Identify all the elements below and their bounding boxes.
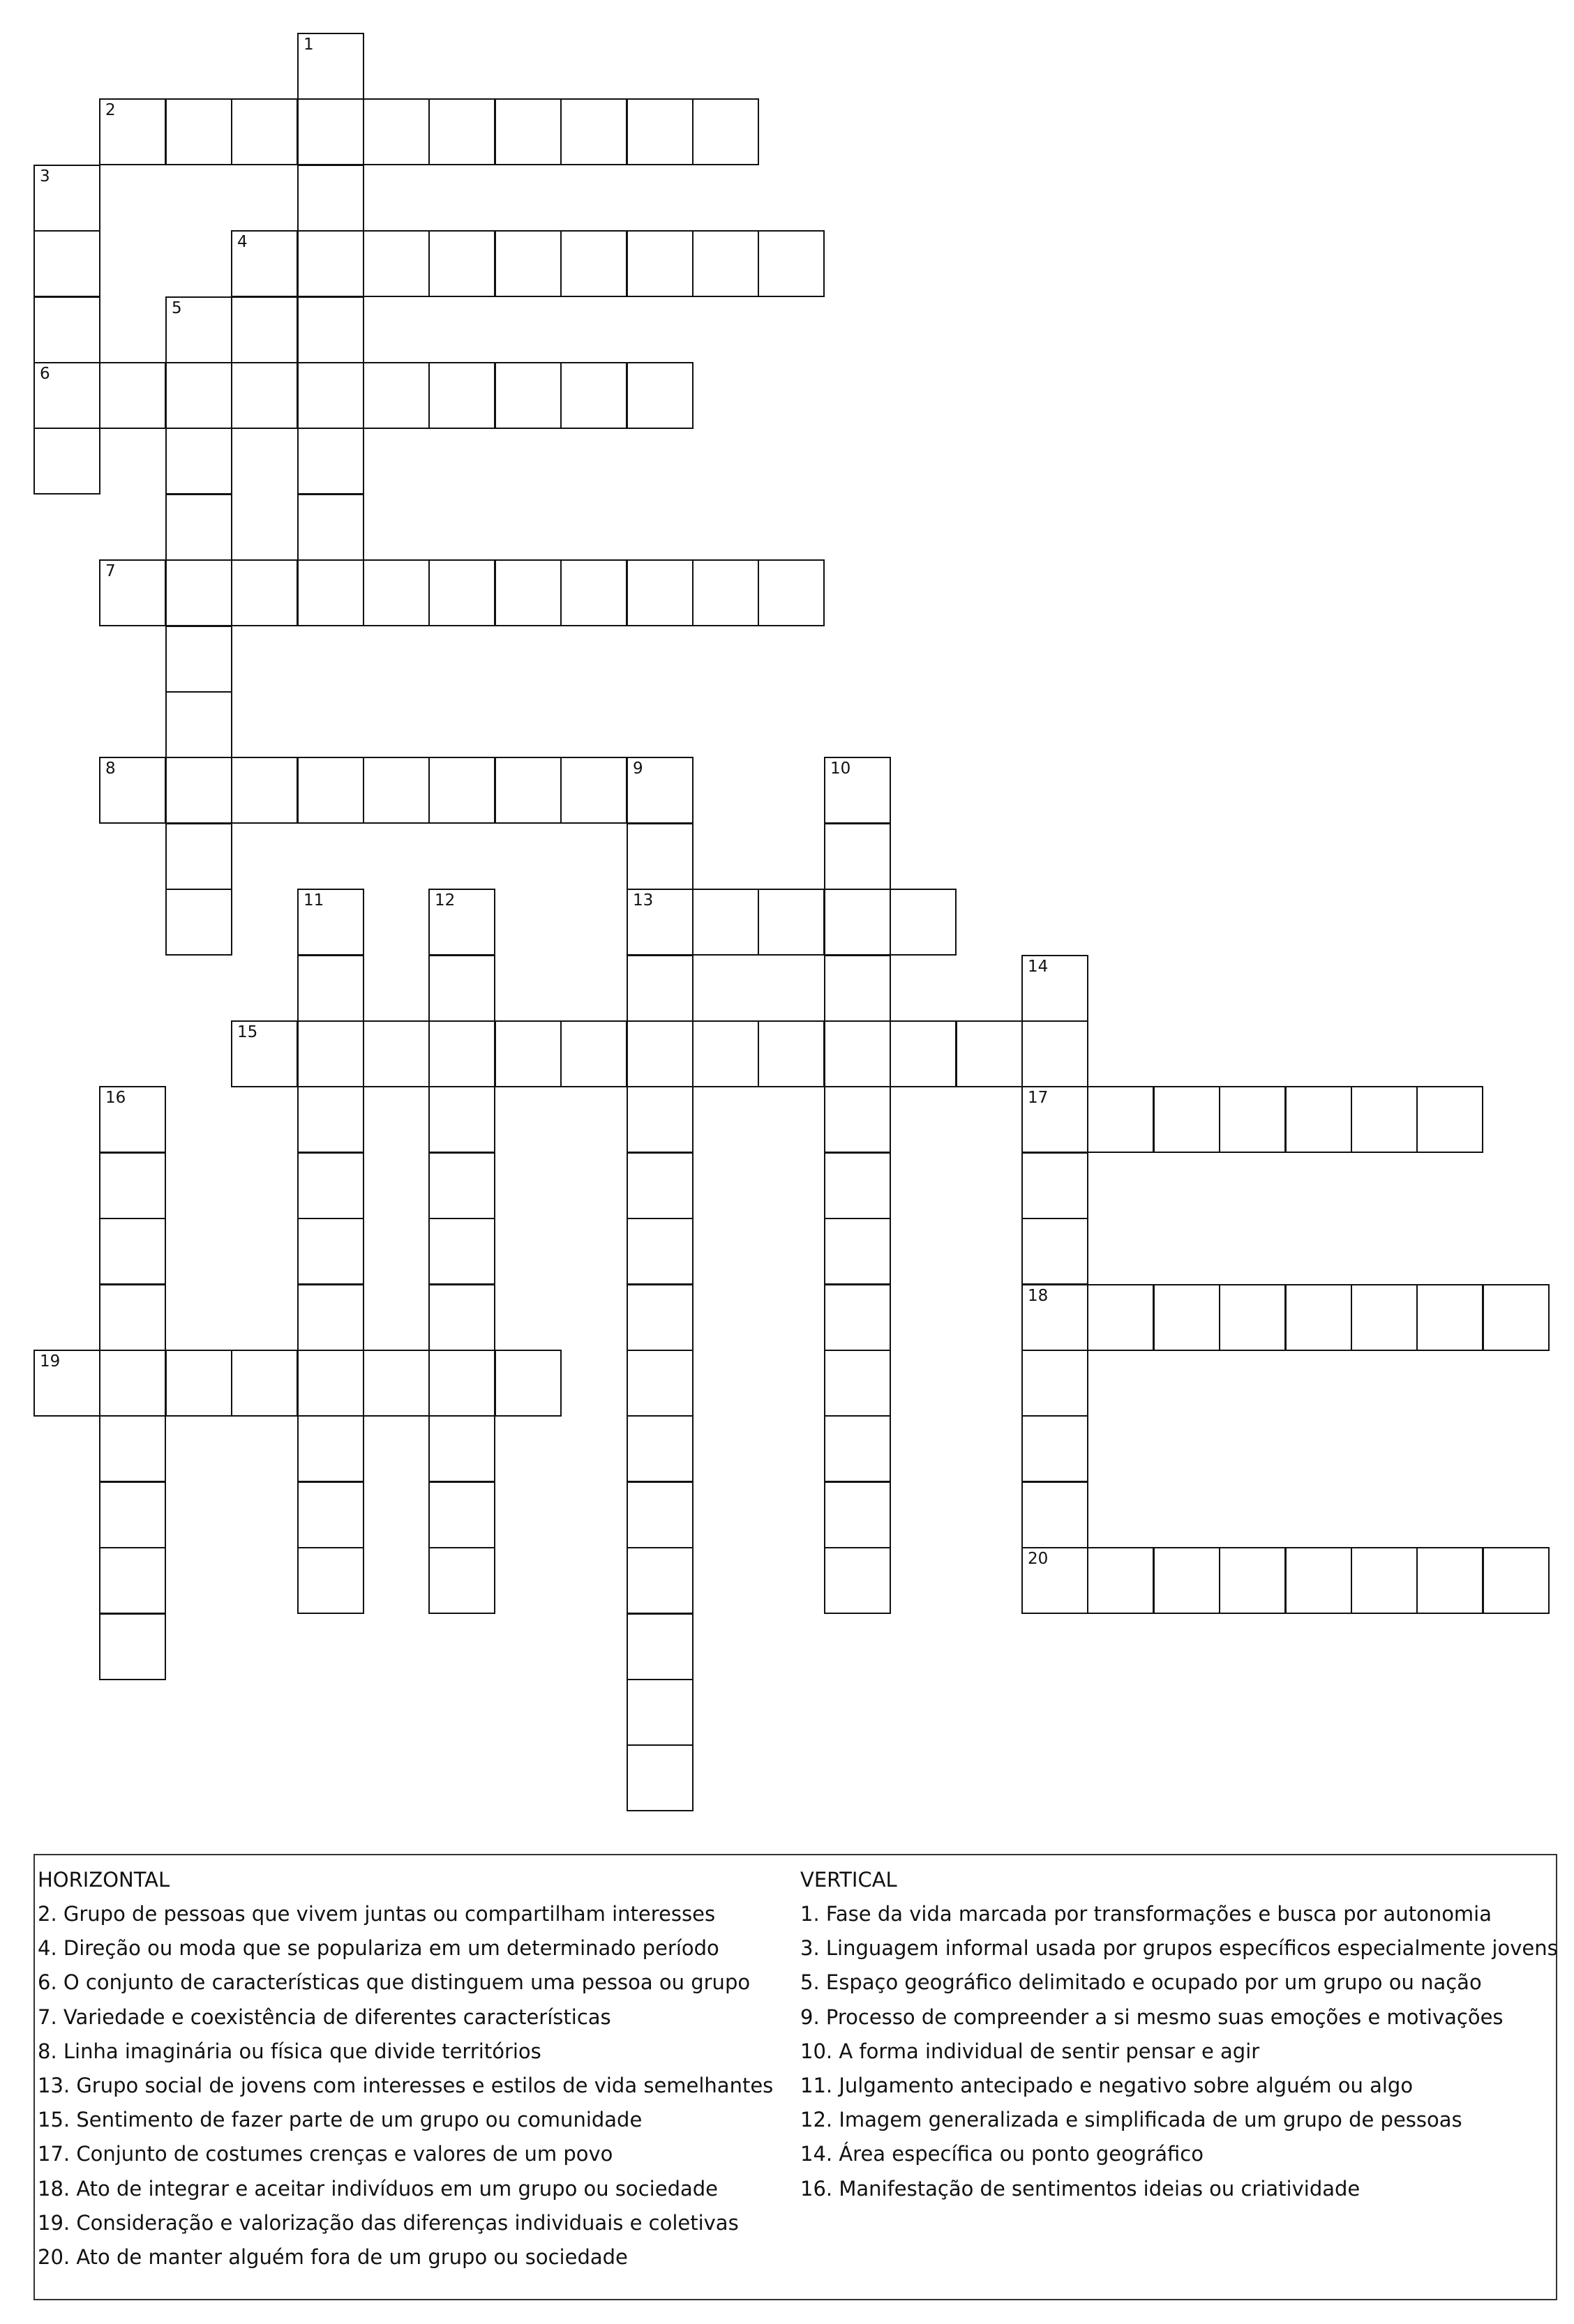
- grid-cell[interactable]: [165, 626, 232, 693]
- grid-cell[interactable]: [1021, 1481, 1088, 1548]
- grid-cell[interactable]: [1416, 1547, 1483, 1614]
- horizontal-clue-list: [38, 1897, 773, 2274]
- grid-cell[interactable]: [1021, 1020, 1088, 1087]
- grid-cell[interactable]: [428, 1350, 495, 1417]
- clue-number: 19: [40, 1352, 61, 1371]
- grid-cell[interactable]: [99, 757, 166, 824]
- vertical-clue: 12. Imagem generalizada e simplificada de um grupo de pessoas: [800, 2108, 1462, 2132]
- grid-cell[interactable]: [824, 1350, 891, 1417]
- grid-cell[interactable]: [297, 955, 364, 1022]
- vertical-clue: 1. Fase da vida marcada por transformações e busca por autonomia: [800, 1902, 1492, 1926]
- grid-cell[interactable]: [1153, 1086, 1220, 1153]
- grid-cell[interactable]: [231, 362, 298, 429]
- grid-cell[interactable]: [824, 757, 891, 824]
- grid-cell[interactable]: [99, 1086, 166, 1153]
- grid-cell[interactable]: [758, 1020, 825, 1087]
- grid-cell[interactable]: [627, 1744, 694, 1811]
- grid-cell[interactable]: [627, 1086, 694, 1153]
- horizontal-clue: 8. Linha imaginária ou física que divide territórios: [38, 2039, 541, 2063]
- grid-cell[interactable]: [1285, 1086, 1352, 1153]
- grid-cell[interactable]: [231, 559, 298, 626]
- horizontal-clue: 6. O conjunto de características que distinguem uma pessoa ou grupo: [38, 1970, 751, 1995]
- horizontal-clue: 19. Consideração e valorização das diferenças individuais e coletivas: [38, 2210, 739, 2235]
- grid-cell[interactable]: [165, 823, 232, 890]
- grid-cell[interactable]: [231, 98, 298, 165]
- grid-cell[interactable]: [627, 1613, 694, 1680]
- grid-cell[interactable]: [1285, 1284, 1352, 1351]
- grid-cell[interactable]: [297, 559, 364, 626]
- grid-cell[interactable]: [890, 1020, 957, 1087]
- grid-cell[interactable]: [627, 955, 694, 1022]
- grid-cell[interactable]: [99, 1547, 166, 1614]
- grid-cell[interactable]: [560, 559, 627, 626]
- horizontal-clue: 20. Ato de manter alguém fora de um grupo ou sociedade: [38, 2244, 628, 2269]
- grid-cell[interactable]: [297, 1086, 364, 1153]
- grid-cell[interactable]: [165, 428, 232, 495]
- clues-box: [33, 1854, 1557, 2300]
- grid-cell[interactable]: [297, 33, 364, 100]
- grid-cell[interactable]: [1021, 1350, 1088, 1417]
- clue-number: 13: [633, 891, 654, 910]
- grid-cell[interactable]: [165, 494, 232, 561]
- grid-cell[interactable]: [231, 1350, 298, 1417]
- grid-cell[interactable]: [297, 1350, 364, 1417]
- grid-cell[interactable]: [560, 230, 627, 297]
- grid-cell[interactable]: [428, 889, 495, 956]
- grid-cell[interactable]: [1153, 1547, 1220, 1614]
- grid-cell[interactable]: [824, 1284, 891, 1351]
- grid-cell[interactable]: [428, 1020, 495, 1087]
- grid-cell[interactable]: [297, 428, 364, 495]
- grid-cell[interactable]: [560, 757, 627, 824]
- grid-cell[interactable]: [627, 230, 694, 297]
- grid-cell[interactable]: [560, 98, 627, 165]
- horizontal-clue: 4. Direção ou moda que se populariza em um determinado período: [38, 1936, 719, 1961]
- clue-number: 2: [105, 101, 116, 119]
- grid-cell[interactable]: [297, 757, 364, 824]
- grid-cell[interactable]: [627, 1415, 694, 1482]
- grid-cell[interactable]: [297, 494, 364, 561]
- horizontal-clue: 18. Ato de integrar e aceitar indivíduos em um grupo ou sociedade: [38, 2176, 718, 2201]
- grid-cell[interactable]: [428, 1481, 495, 1548]
- grid-cell[interactable]: [428, 1152, 495, 1219]
- grid-cell[interactable]: [824, 1481, 891, 1548]
- grid-cell[interactable]: [627, 823, 694, 890]
- grid-cell[interactable]: [165, 757, 232, 824]
- grid-cell[interactable]: [627, 1218, 694, 1285]
- grid-cell[interactable]: [165, 889, 232, 956]
- grid-cell[interactable]: [1219, 1086, 1286, 1153]
- clue-number: 9: [633, 760, 643, 778]
- grid-cell[interactable]: [99, 1415, 166, 1482]
- grid-cell[interactable]: [495, 98, 562, 165]
- grid-cell[interactable]: [99, 98, 166, 165]
- clue-number: 16: [105, 1089, 126, 1107]
- vertical-heading: VERTICAL: [800, 1868, 897, 1892]
- grid-cell[interactable]: [1351, 1086, 1418, 1153]
- grid-cell[interactable]: [956, 1020, 1023, 1087]
- grid-cell[interactable]: [495, 230, 562, 297]
- grid-cell[interactable]: [428, 362, 495, 429]
- grid-cell[interactable]: [231, 757, 298, 824]
- grid-cell[interactable]: [231, 230, 298, 297]
- grid-cell[interactable]: [363, 230, 430, 297]
- grid-cell[interactable]: [297, 230, 364, 297]
- grid-cell[interactable]: [1087, 1086, 1154, 1153]
- clue-number: 18: [1028, 1287, 1049, 1305]
- grid-cell[interactable]: [824, 1152, 891, 1219]
- grid-cell[interactable]: [758, 559, 825, 626]
- grid-cell[interactable]: [99, 1481, 166, 1548]
- grid-cell[interactable]: [297, 1415, 364, 1482]
- grid-cell[interactable]: [627, 1481, 694, 1548]
- grid-cell[interactable]: [231, 296, 298, 363]
- grid-cell[interactable]: [99, 1284, 166, 1351]
- vertical-clue: 16. Manifestação de sentimentos ideias ou criatividade: [800, 2176, 1361, 2201]
- grid-cell[interactable]: [99, 1613, 166, 1680]
- horizontal-clue: 2. Grupo de pessoas que vivem juntas ou compartilham interesses: [38, 1902, 716, 1926]
- grid-cell[interactable]: [758, 230, 825, 297]
- clue-number: 12: [435, 891, 456, 910]
- grid-cell[interactable]: [33, 362, 100, 429]
- grid-cell[interactable]: [99, 1350, 166, 1417]
- grid-cell[interactable]: [297, 1218, 364, 1285]
- clue-number: 17: [1028, 1089, 1049, 1107]
- grid-cell[interactable]: [297, 165, 364, 232]
- vertical-clue: 10. A forma individual de sentir pensar e agir: [800, 2039, 1260, 2063]
- grid-cell[interactable]: [1483, 1284, 1550, 1351]
- grid-cell[interactable]: [627, 1020, 694, 1087]
- clue-number: 11: [303, 891, 324, 910]
- grid-cell[interactable]: [495, 1020, 562, 1087]
- grid-cell[interactable]: [363, 1350, 430, 1417]
- grid-cell[interactable]: [363, 1020, 430, 1087]
- vertical-clue: 3. Linguagem informal usada por grupos específicos especialmente jovens: [800, 1936, 1558, 1961]
- grid-cell[interactable]: [627, 1284, 694, 1351]
- horizontal-clue: 13. Grupo social de jovens com interesses e estilos de vida semelhantes: [38, 2073, 774, 2097]
- grid-cell[interactable]: [1087, 1284, 1154, 1351]
- grid-cell[interactable]: [1351, 1547, 1418, 1614]
- grid-cell[interactable]: [297, 362, 364, 429]
- vertical-clue: 5. Espaço geográfico delimitado e ocupado por um grupo ou nação: [800, 1970, 1482, 1995]
- grid-cell[interactable]: [824, 1020, 891, 1087]
- grid-cell[interactable]: [428, 757, 495, 824]
- grid-cell[interactable]: [99, 1152, 166, 1219]
- grid-cell[interactable]: [627, 1679, 694, 1746]
- clue-number: 20: [1028, 1550, 1049, 1568]
- vertical-clue: 9. Processo de compreender a si mesmo suas emoções e motivações: [800, 2005, 1504, 2029]
- grid-cell[interactable]: [1021, 1284, 1088, 1351]
- grid-cell[interactable]: [627, 757, 694, 824]
- grid-cell[interactable]: [824, 955, 891, 1022]
- grid-cell[interactable]: [1087, 1547, 1154, 1614]
- grid-cell[interactable]: [627, 1152, 694, 1219]
- grid-cell[interactable]: [824, 889, 891, 956]
- grid-cell[interactable]: [1021, 955, 1088, 1022]
- grid-cell[interactable]: [297, 1284, 364, 1351]
- grid-cell[interactable]: [363, 362, 430, 429]
- grid-cell[interactable]: [692, 559, 759, 626]
- grid-cell[interactable]: [1416, 1284, 1483, 1351]
- grid-cell[interactable]: [428, 1086, 495, 1153]
- clue-number: 3: [40, 167, 50, 186]
- clue-number: 8: [105, 760, 116, 778]
- grid-cell[interactable]: [495, 362, 562, 429]
- grid-cell[interactable]: [165, 1350, 232, 1417]
- grid-cell[interactable]: [1021, 1152, 1088, 1219]
- grid-cell[interactable]: [627, 889, 694, 956]
- grid-cell[interactable]: [692, 98, 759, 165]
- grid-cell[interactable]: [231, 1020, 298, 1087]
- grid-cell[interactable]: [692, 230, 759, 297]
- grid-cell[interactable]: [1153, 1284, 1220, 1351]
- grid-cell[interactable]: [165, 691, 232, 758]
- clue-number: 5: [172, 299, 182, 317]
- grid-cell[interactable]: [428, 98, 495, 165]
- grid-cell[interactable]: [627, 559, 694, 626]
- clue-number: 1: [303, 36, 314, 54]
- grid-cell[interactable]: [1219, 1547, 1286, 1614]
- grid-cell[interactable]: [363, 559, 430, 626]
- grid-cell[interactable]: [824, 1415, 891, 1482]
- grid-cell[interactable]: [165, 98, 232, 165]
- grid-cell[interactable]: [428, 559, 495, 626]
- grid-cell[interactable]: [890, 889, 957, 956]
- grid-cell[interactable]: [627, 362, 694, 429]
- grid-cell[interactable]: [758, 889, 825, 956]
- grid-cell[interactable]: [428, 1218, 495, 1285]
- grid-cell[interactable]: [33, 230, 100, 297]
- grid-cell[interactable]: [99, 362, 166, 429]
- grid-cell[interactable]: [824, 823, 891, 890]
- grid-cell[interactable]: [560, 1020, 627, 1087]
- grid-cell[interactable]: [33, 165, 100, 232]
- grid-cell[interactable]: [1219, 1284, 1286, 1351]
- grid-cell[interactable]: [692, 1020, 759, 1087]
- horizontal-clue: 17. Conjunto de costumes crenças e valores de um povo: [38, 2142, 613, 2166]
- grid-cell[interactable]: [627, 1350, 694, 1417]
- grid-cell[interactable]: [297, 1020, 364, 1087]
- grid-cell[interactable]: [1021, 1547, 1088, 1614]
- clue-number: 7: [105, 562, 116, 580]
- vertical-clue: 14. Área específica ou ponto geográfico: [800, 2142, 1204, 2166]
- grid-cell[interactable]: [495, 1350, 562, 1417]
- grid-cell[interactable]: [824, 1086, 891, 1153]
- grid-cell[interactable]: [824, 1547, 891, 1614]
- grid-cell[interactable]: [692, 889, 759, 956]
- grid-cell[interactable]: [363, 98, 430, 165]
- clue-number: 10: [830, 760, 851, 778]
- grid-cell[interactable]: [1021, 1086, 1088, 1153]
- grid-cell[interactable]: [33, 428, 100, 495]
- grid-cell[interactable]: [165, 296, 232, 363]
- grid-cell[interactable]: [1483, 1547, 1550, 1614]
- grid-cell[interactable]: [428, 1547, 495, 1614]
- vertical-clue: 11. Julgamento antecipado e negativo sobre alguém ou algo: [800, 2073, 1414, 2097]
- grid-cell[interactable]: [1285, 1547, 1352, 1614]
- grid-cell[interactable]: [428, 1415, 495, 1482]
- grid-cell[interactable]: [297, 1547, 364, 1614]
- clue-number: 4: [237, 233, 248, 251]
- grid-cell[interactable]: [428, 230, 495, 297]
- grid-cell[interactable]: [99, 559, 166, 626]
- horizontal-heading: HORIZONTAL: [38, 1868, 170, 1892]
- horizontal-clues: [38, 1862, 773, 2274]
- grid-cell[interactable]: [824, 1218, 891, 1285]
- clue-number: 15: [237, 1023, 258, 1041]
- grid-cell[interactable]: [297, 1481, 364, 1548]
- grid-cell[interactable]: [428, 1284, 495, 1351]
- horizontal-clue: 7. Variedade e coexistência de diferentes características: [38, 2005, 611, 2029]
- grid-cell[interactable]: [1021, 1415, 1088, 1482]
- grid-cell[interactable]: [495, 757, 562, 824]
- grid-cell[interactable]: [428, 955, 495, 1022]
- grid-cell[interactable]: [33, 296, 100, 363]
- grid-cell[interactable]: [297, 889, 364, 956]
- grid-cell[interactable]: [1416, 1086, 1483, 1153]
- grid-cell[interactable]: [297, 296, 364, 363]
- grid-cell[interactable]: [627, 98, 694, 165]
- vertical-clues: [800, 1862, 1558, 2206]
- grid-cell[interactable]: [165, 559, 232, 626]
- grid-cell[interactable]: [1351, 1284, 1418, 1351]
- vertical-clue-list: [800, 1897, 1558, 2206]
- grid-cell[interactable]: [33, 1350, 100, 1417]
- grid-cell[interactable]: [297, 1152, 364, 1219]
- horizontal-clue: 15. Sentimento de fazer parte de um grupo ou comunidade: [38, 2108, 643, 2132]
- grid-cell[interactable]: [1021, 1218, 1088, 1285]
- grid-cell[interactable]: [363, 757, 430, 824]
- clue-number: 6: [40, 365, 50, 383]
- grid-cell[interactable]: [99, 1218, 166, 1285]
- grid-cell[interactable]: [165, 362, 232, 429]
- grid-cell[interactable]: [297, 98, 364, 165]
- grid-cell[interactable]: [495, 559, 562, 626]
- clue-number: 14: [1028, 958, 1049, 976]
- grid-cell[interactable]: [627, 1547, 694, 1614]
- grid-cell[interactable]: [560, 362, 627, 429]
